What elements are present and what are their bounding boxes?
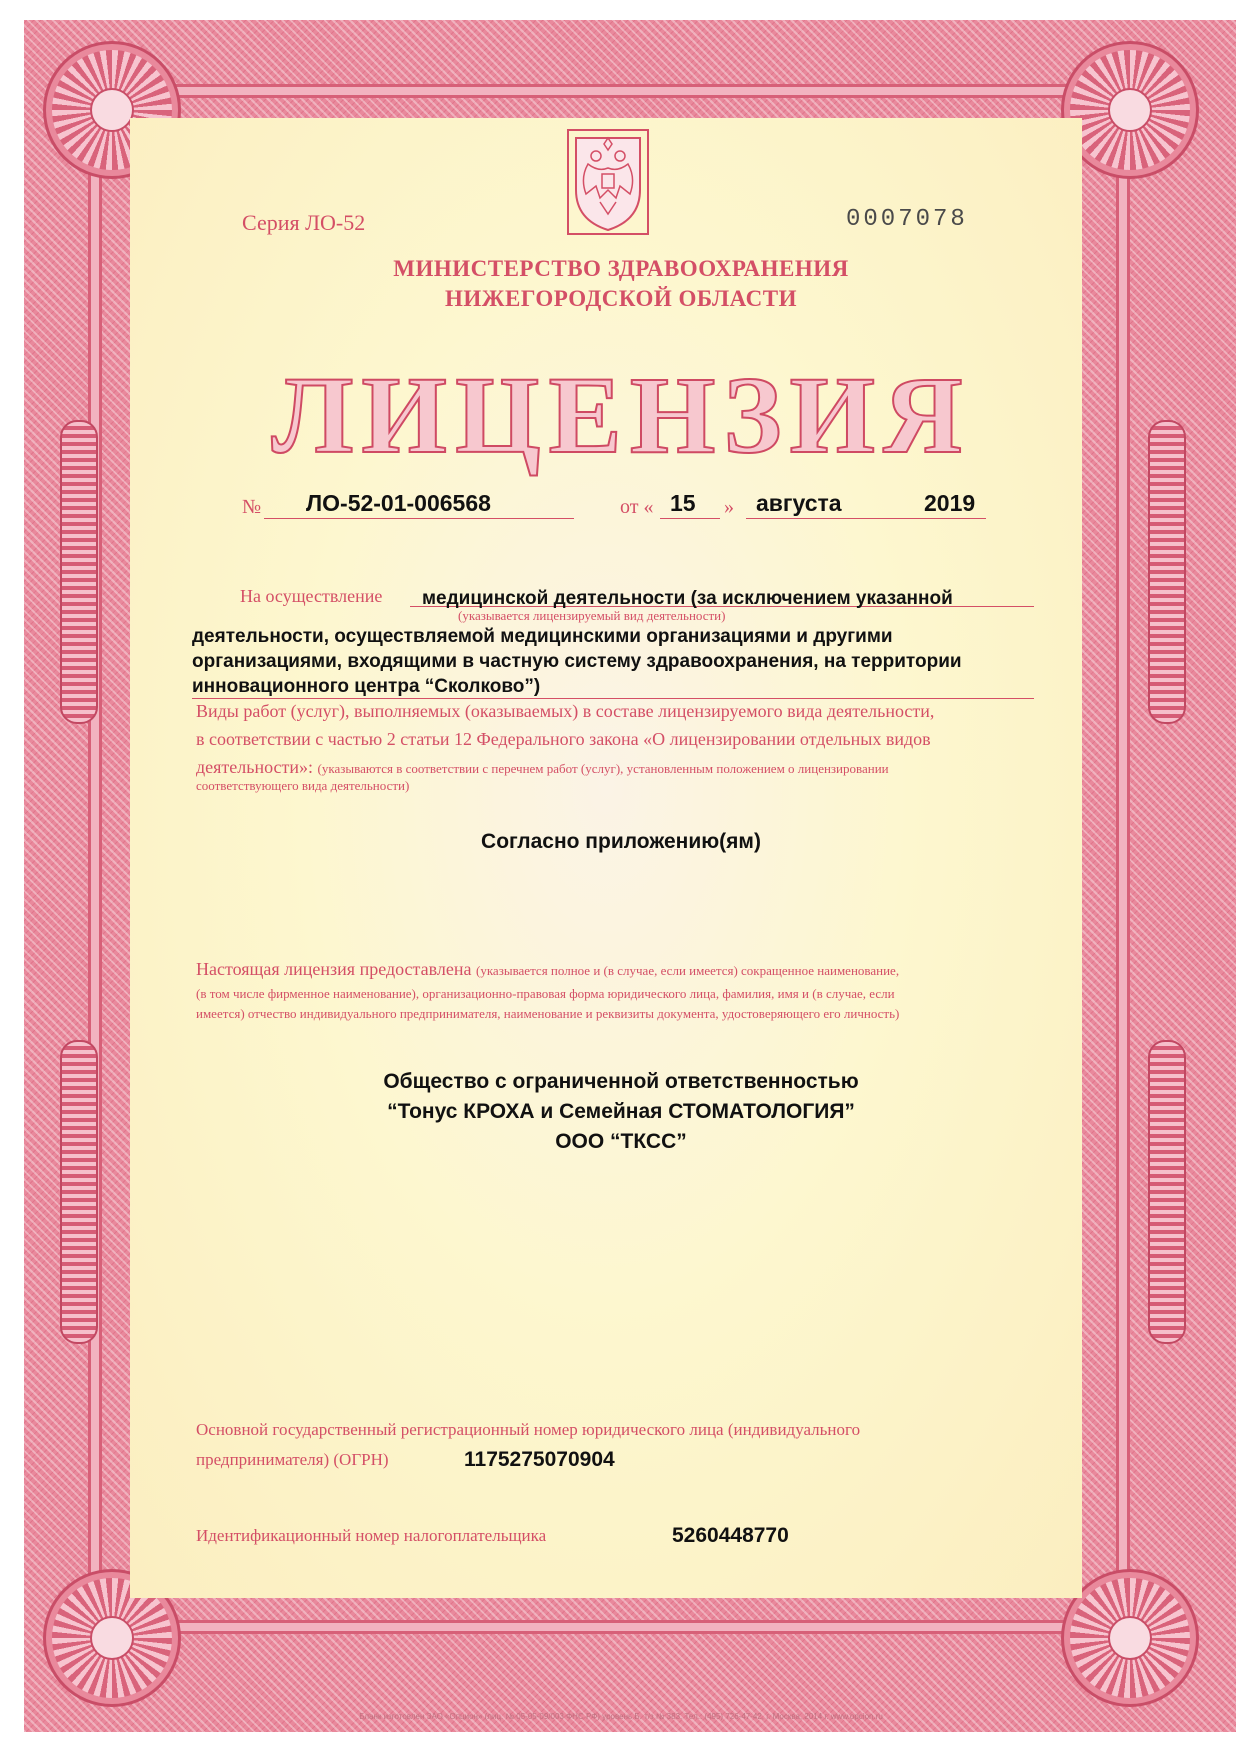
paper-field: [130, 118, 1082, 1598]
day-underline: [660, 518, 720, 519]
license-number-prefix: №: [242, 496, 262, 518]
holder-line-1-main: Настоящая лицензия предоставлена: [196, 959, 472, 979]
corner-rosette-top-right: [1070, 50, 1190, 170]
works-line-1: Виды работ (услуг), выполняемых (оказываемых) в составе лицензируемого вида деятельности,: [196, 701, 935, 721]
activity-line-4: инновационного центра “Сколково”): [192, 676, 541, 697]
coat-of-arms-emblem: [566, 128, 650, 236]
activity-label: На осуществление: [240, 586, 383, 606]
month-year-underline: [746, 518, 986, 519]
date-mid: »: [724, 496, 734, 518]
ministry-name-line-1: МИНИСТЕРСТВО ЗДРАВООХРАНЕНИЯ: [393, 256, 849, 281]
license-day: 15: [670, 490, 696, 516]
corner-rosette-bottom-right: [1070, 1578, 1190, 1698]
holder-name-line-3: ООО “ТКСС”: [555, 1130, 687, 1153]
date-prefix: от «: [620, 496, 654, 518]
activity-line-3: организациями, входящими в частную систему здравоохранения, на территории: [192, 651, 962, 672]
holder-name-line-2: “Тонус КРОХА и Семейная СТОМАТОЛОГИЯ”: [387, 1100, 855, 1123]
holder-line-2-hint: (в том числе фирменное наименование), организационно-правовая форма юридического лица, фамилия, имя и (в случае, если: [196, 986, 895, 1001]
works-line-3-hint: (указываются в соответствии с перечнем работ (услуг), установленным положением о лицензировании: [317, 761, 889, 776]
license-month: августа: [756, 490, 842, 516]
license-number: ЛО-52-01-006568: [306, 490, 491, 516]
ogrn-label-line-2: предпринимателя) (ОГРН): [196, 1450, 389, 1469]
works-line-2: в соответствии с частью 2 статьи 12 Федерального закона «О лицензировании отдельных видов: [196, 729, 931, 749]
license-year: 2019: [924, 490, 976, 516]
holder-line-1: [196, 956, 899, 984]
works-line-4-hint: соответствующего вида деятельности): [196, 778, 410, 793]
inn-value: 5260448770: [672, 1524, 789, 1547]
activity-hint: (указывается лицензируемый вид деятельности): [458, 608, 726, 623]
activity-line-1: медицинской деятельности (за исключением указанной: [422, 588, 953, 609]
ogrn-value: 1175275070904: [464, 1448, 615, 1471]
printer-note: Бланк изготовлен ЗАО «Опцион» (лиц. № 05-05-09/003 ФНС РФ) уровень Б. т/з № 383. Тел.: (495) 726-47-42, г. Москва, 2014 г. www.opcion.ru: [359, 1712, 883, 1721]
document-title: ЛИЦЕНЗИЯ: [271, 354, 971, 476]
blank-number: 0007078: [846, 206, 968, 233]
holder-line-1-hint: (указывается полное и (в случае, если имеется) сокращенное наименование,: [475, 963, 900, 978]
works-value: Согласно приложению(ям): [481, 830, 761, 853]
holder-line-3-hint: имеется) отчество индивидуального предпринимателя, наименование и реквизиты документа, удостоверяющего его личность): [196, 1006, 900, 1021]
activity-line-2: деятельности, осуществляемой медицинскими организациями и другими: [192, 626, 893, 647]
license-number-underline: [264, 518, 574, 519]
holder-name-line-1: Общество с ограниченной ответственностью: [383, 1070, 859, 1093]
works-line-3-main: деятельности»:: [196, 757, 314, 777]
inn-label: Идентификационный номер налогоплательщика: [196, 1526, 547, 1545]
series-label: Серия ЛО-52: [242, 210, 366, 235]
ogrn-label-line-1: Основной государственный регистрационный номер юридического лица (индивидуального: [196, 1420, 861, 1439]
ministry-name-line-2: НИЖЕГОРОДСКОЙ ОБЛАСТИ: [444, 286, 797, 311]
